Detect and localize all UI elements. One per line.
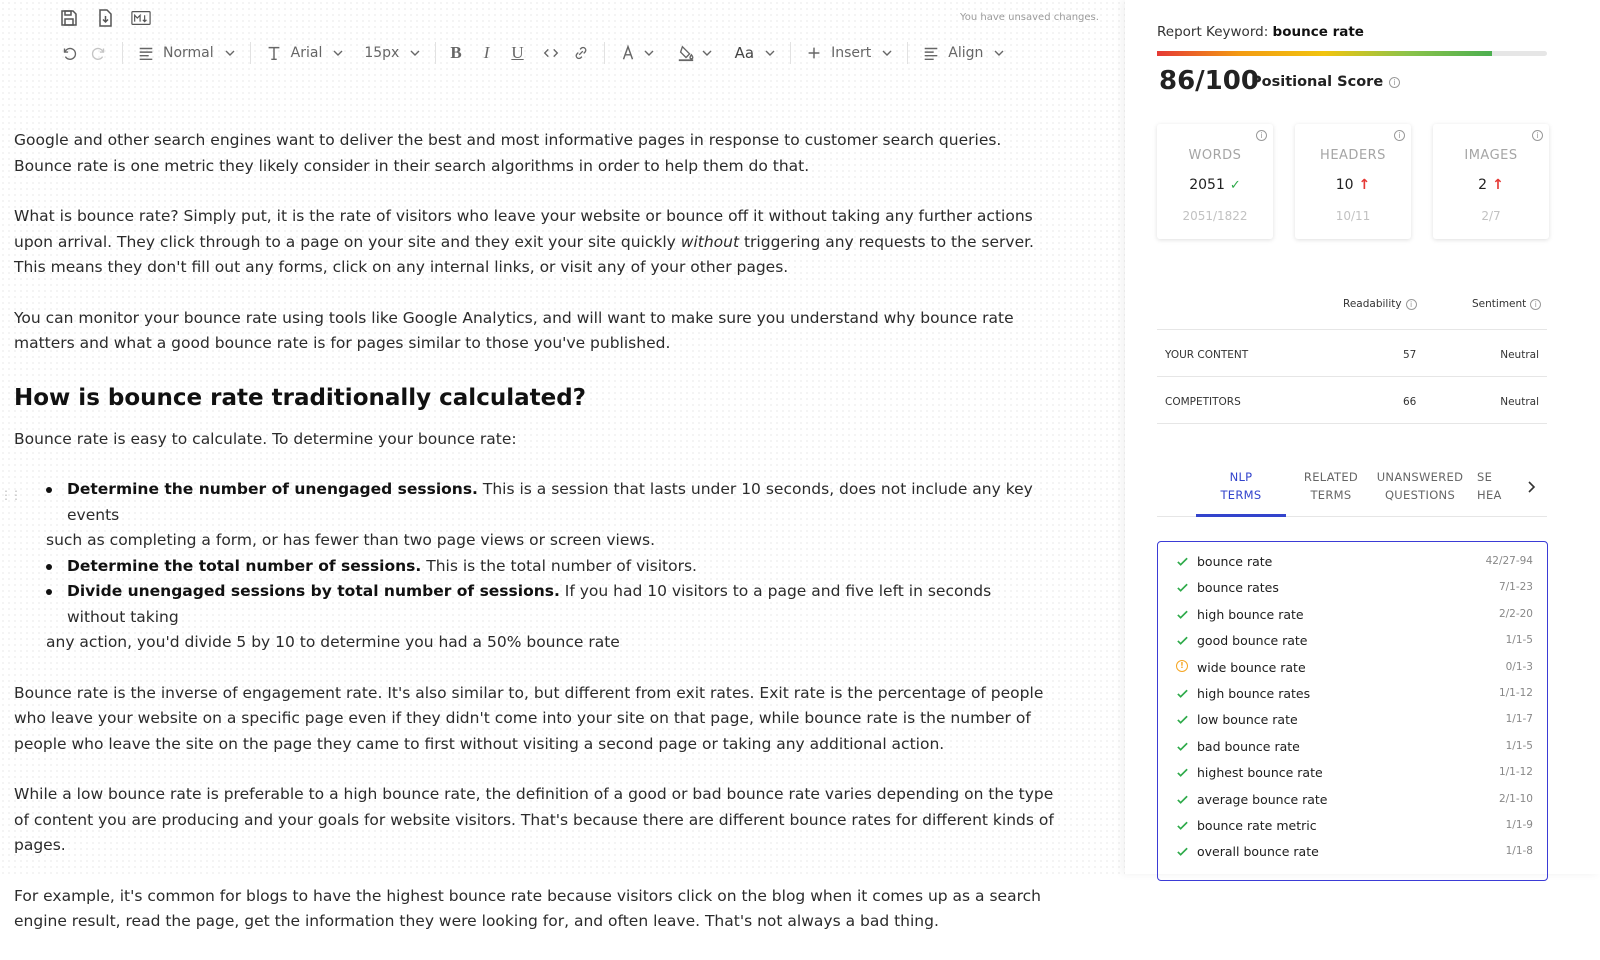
underline-button[interactable] bbox=[505, 40, 529, 66]
bullet-list bbox=[46, 477, 1054, 656]
active-tab-indicator bbox=[1196, 514, 1286, 517]
card-title: WORDS bbox=[1188, 148, 1242, 163]
redo-button[interactable] bbox=[84, 40, 114, 66]
term-name: good bounce rate bbox=[1197, 633, 1308, 649]
positional-score-text: Positional Score bbox=[1251, 74, 1384, 90]
check-icon bbox=[1176, 608, 1189, 621]
card-target: 2051/1822 bbox=[1182, 209, 1248, 223]
list-item-text: If you had 10 visitors to a page and five left in seconds without taking bbox=[67, 582, 992, 626]
italic-icon: I bbox=[483, 43, 490, 62]
chevron-down-icon bbox=[409, 47, 421, 59]
font-icon bbox=[265, 44, 283, 62]
chevron-down-icon bbox=[643, 47, 655, 59]
unsaved-changes-notice: You have unsaved changes. bbox=[960, 12, 1099, 23]
sentiment-value: Neutral bbox=[1500, 396, 1539, 408]
paragraph-text: What is bounce rate? Simply put, it is the rate of visitors who leave your website or bounce off it without taking any further actions upon arrival. They click through to a page on your site and they exit your site quickly bbox=[14, 207, 1033, 251]
report-keyword bbox=[1157, 24, 1364, 40]
check-icon bbox=[1176, 713, 1189, 726]
paragraph: While a low bounce rate is preferable to a high bounce rate, the definition of a good or bad bounce rate varies depending on the type of content you are producing and your goals for website visitors. That's because there are different bounce rates for different kinds of pages. bbox=[14, 785, 1054, 854]
tab-label-line: HEA bbox=[1477, 488, 1502, 502]
toolbar-divider bbox=[790, 42, 791, 64]
toolbar-divider bbox=[604, 42, 605, 64]
term-name: overall bounce rate bbox=[1197, 844, 1319, 860]
code-button[interactable] bbox=[536, 40, 566, 66]
seo-report-sidebar bbox=[1125, 0, 1600, 874]
font-family-label: Arial bbox=[290, 45, 323, 61]
undo-icon bbox=[60, 44, 78, 62]
save-icon[interactable] bbox=[58, 8, 80, 28]
list-item-continuation: any action, you'd divide 5 by 10 to determine you had a 50% bounce rate bbox=[46, 633, 620, 651]
paragraph bbox=[14, 204, 1054, 281]
bold-icon: B bbox=[450, 43, 462, 62]
term-count: 2/2-20 bbox=[1498, 607, 1533, 620]
drag-handle-icon[interactable]: ⋮⋮ bbox=[0, 488, 20, 502]
tab-related-terms[interactable] bbox=[1291, 468, 1371, 504]
readability-value: 57 bbox=[1403, 349, 1417, 361]
arrow-up-icon: ↑ bbox=[1492, 177, 1504, 193]
download-icon[interactable] bbox=[94, 8, 116, 28]
chevron-down-icon bbox=[224, 47, 236, 59]
info-icon[interactable]: i bbox=[1389, 77, 1400, 88]
words-card bbox=[1157, 124, 1273, 239]
term-count: 1/1-12 bbox=[1498, 766, 1533, 779]
term-name: bounce rate bbox=[1197, 554, 1273, 569]
tab-label-line: TERMS bbox=[1310, 488, 1352, 502]
section-heading: How is bounce rate traditionally calculated? bbox=[14, 384, 587, 411]
term-row[interactable] bbox=[1158, 839, 1547, 865]
card-value-number: 10 bbox=[1335, 177, 1354, 193]
tab-label-line: TERMS bbox=[1220, 488, 1262, 502]
link-icon bbox=[572, 44, 590, 62]
code-icon bbox=[542, 44, 560, 62]
toolbar-divider bbox=[122, 42, 123, 64]
term-tabs bbox=[1157, 468, 1547, 517]
chevron-down-icon bbox=[701, 47, 713, 59]
info-icon[interactable]: i bbox=[1394, 130, 1405, 141]
term-row[interactable] bbox=[1158, 549, 1547, 575]
check-icon bbox=[1176, 555, 1189, 568]
list-item-bold: Determine the number of unengaged sessions. bbox=[67, 480, 478, 498]
info-icon[interactable]: i bbox=[1256, 130, 1267, 141]
check-icon bbox=[1176, 819, 1189, 832]
paragraph: For example, it's common for blogs to have the highest bounce rate because visitors click on the blog when it comes up as a search engine result, read the page, get the information they were looking for, and often leave. That's not always a bad thing. bbox=[14, 886, 1041, 930]
term-row[interactable] bbox=[1158, 655, 1547, 681]
fill-color-dropdown[interactable] bbox=[671, 40, 719, 66]
card-value-number: 2051 bbox=[1189, 177, 1225, 193]
readability-value: 66 bbox=[1403, 396, 1417, 408]
chevron-down-icon bbox=[993, 47, 1005, 59]
insert-label: Insert bbox=[831, 45, 872, 61]
check-icon bbox=[1176, 766, 1189, 779]
card-target: 2/7 bbox=[1481, 209, 1501, 223]
insert-dropdown[interactable] bbox=[799, 40, 899, 66]
tab-label-line: QUESTIONS bbox=[1384, 488, 1456, 502]
term-name: bounce rate metric bbox=[1197, 817, 1317, 833]
sentiment-header bbox=[1472, 298, 1541, 310]
info-icon[interactable]: i bbox=[1406, 299, 1417, 310]
card-value-number: 2 bbox=[1478, 177, 1488, 193]
term-row[interactable] bbox=[1158, 707, 1547, 733]
plus-icon bbox=[805, 44, 823, 62]
list-item bbox=[46, 579, 1054, 656]
term-count: 1/1-8 bbox=[1505, 845, 1533, 858]
info-icon[interactable]: i bbox=[1532, 130, 1543, 141]
markdown-icon[interactable] bbox=[130, 8, 152, 28]
term-name: bad bounce rate bbox=[1197, 738, 1300, 754]
term-row[interactable] bbox=[1158, 575, 1547, 601]
chevron-down-icon bbox=[764, 47, 776, 59]
toolbar-divider bbox=[435, 42, 436, 64]
editor-toolbar bbox=[54, 40, 1011, 66]
check-icon bbox=[1176, 581, 1189, 594]
term-row[interactable] bbox=[1158, 760, 1547, 786]
term-count: 1/1-5 bbox=[1505, 739, 1533, 752]
tab-serp-headers[interactable] bbox=[1477, 468, 1517, 504]
block-style-dropdown[interactable] bbox=[131, 40, 242, 66]
tab-unanswered-questions[interactable] bbox=[1375, 468, 1465, 504]
term-count: 1/1-5 bbox=[1505, 634, 1533, 647]
card-title: IMAGES bbox=[1464, 148, 1518, 163]
card-title: HEADERS bbox=[1320, 148, 1386, 163]
redo-icon bbox=[90, 44, 108, 62]
readability-sentiment-table bbox=[1157, 292, 1547, 424]
list-item-continuation: such as completing a form, or has fewer than two page views or screen views. bbox=[46, 531, 656, 549]
fill-color-icon bbox=[677, 44, 695, 62]
term-count: 2/1-10 bbox=[1498, 792, 1533, 805]
metrics-row-label: COMPETITORS bbox=[1165, 396, 1241, 408]
paragraph: You can monitor your bounce rate using tools like Google Analytics, and will want to make sure you understand why bounce rate matters and what a good bounce rate is for pages similar to those you've published. bbox=[14, 308, 1014, 352]
paragraph: Bounce rate is the inverse of engagement rate. It's also similar to, but different from exit rates. Exit rate is the percentage of people who leave your website on a specific page even if they didn't come into your site on that page, while bounce rate is the number of people who leave the site on the page they came to first without visiting a second page or taking any additional action. bbox=[14, 683, 1044, 753]
font-size-dropdown[interactable] bbox=[350, 40, 427, 66]
term-name: wide bounce rate bbox=[1197, 659, 1306, 675]
link-button[interactable] bbox=[566, 40, 596, 66]
headers-card bbox=[1295, 124, 1411, 239]
align-icon bbox=[922, 44, 940, 62]
term-count: 7/1-23 bbox=[1498, 581, 1533, 594]
term-row[interactable] bbox=[1158, 734, 1547, 760]
toolbar-divider bbox=[907, 42, 908, 64]
paragraph: Bounce rate is easy to calculate. To determine your bounce rate: bbox=[14, 429, 517, 448]
text-color-dropdown[interactable] bbox=[613, 40, 661, 66]
term-row[interactable] bbox=[1158, 813, 1547, 839]
readability-header-label: Readability bbox=[1343, 298, 1402, 310]
term-count: 1/1-12 bbox=[1498, 686, 1533, 699]
paragraph: Google and other search engines want to deliver the best and most informative pages in response to customer search queries. Bounce rate is one metric they likely consider in their search algorithms in order to help them do that. bbox=[14, 131, 1002, 175]
chevron-down-icon bbox=[332, 47, 344, 59]
term-count: 1/1-9 bbox=[1505, 818, 1533, 831]
align-dropdown[interactable] bbox=[916, 40, 1011, 66]
check-icon bbox=[1176, 740, 1189, 753]
report-keyword-label: Report Keyword: bbox=[1157, 24, 1269, 40]
term-name: high bounce rate bbox=[1197, 606, 1304, 622]
document-body[interactable] bbox=[14, 128, 1054, 960]
term-count: 0/1-3 bbox=[1505, 660, 1533, 673]
positional-score-value: 86/100 bbox=[1159, 66, 1259, 96]
tab-nlp-terms[interactable] bbox=[1196, 468, 1286, 504]
list-item-bold: Divide unengaged sessions by total number of sessions. bbox=[67, 582, 560, 600]
bold-button[interactable] bbox=[444, 40, 467, 66]
arrow-up-icon: ↑ bbox=[1358, 177, 1371, 193]
check-icon bbox=[1176, 845, 1189, 858]
text-case-label: Aa bbox=[734, 44, 755, 62]
term-count: 42/27-94 bbox=[1485, 555, 1533, 567]
tab-label-line: UNANSWERED bbox=[1376, 470, 1464, 484]
warning-icon: ! bbox=[1176, 660, 1188, 672]
tab-label-line: RELATED bbox=[1303, 470, 1359, 484]
chevron-down-icon bbox=[881, 47, 893, 59]
term-name: high bounce rates bbox=[1197, 685, 1311, 701]
stat-cards bbox=[1157, 124, 1549, 239]
list-item bbox=[46, 554, 1054, 580]
list-item-bold: Determine the total number of sessions. bbox=[67, 556, 422, 575]
info-icon[interactable]: i bbox=[1530, 299, 1541, 310]
text-color-icon bbox=[619, 44, 637, 62]
report-keyword-value: bounce rate bbox=[1272, 24, 1364, 40]
text-case-dropdown[interactable] bbox=[729, 40, 782, 66]
list-item-text: This is the total number of visitors. bbox=[421, 556, 697, 575]
font-family-dropdown[interactable] bbox=[259, 40, 351, 66]
positional-score-label bbox=[1251, 74, 1400, 90]
check-icon bbox=[1176, 634, 1189, 647]
tab-label-line: SE bbox=[1477, 470, 1493, 484]
sentiment-header-label: Sentiment bbox=[1472, 298, 1527, 310]
metrics-row-label: YOUR CONTENT bbox=[1165, 349, 1249, 361]
card-target: 10/11 bbox=[1335, 209, 1371, 223]
readability-header bbox=[1343, 298, 1417, 310]
card-value bbox=[1433, 177, 1549, 193]
images-card bbox=[1433, 124, 1549, 239]
term-name: average bounce rate bbox=[1197, 791, 1328, 807]
term-count: 1/1-7 bbox=[1505, 713, 1533, 726]
font-size-label: 15px bbox=[364, 45, 400, 61]
nlp-terms-list bbox=[1157, 541, 1548, 881]
emphasis-text: without bbox=[680, 232, 740, 251]
list-item-text: This is a session that lasts under 10 seconds, does not include any key events bbox=[67, 480, 1033, 524]
score-progress-bar bbox=[1157, 51, 1547, 56]
sentiment-value: Neutral bbox=[1500, 349, 1539, 361]
term-name: bounce rates bbox=[1197, 580, 1279, 596]
metrics-row-competitors bbox=[1157, 377, 1547, 424]
toolbar-divider bbox=[250, 42, 251, 64]
check-icon bbox=[1176, 687, 1189, 700]
term-row[interactable] bbox=[1158, 628, 1547, 654]
block-style-label: Normal bbox=[163, 45, 214, 61]
score-progress-fill bbox=[1157, 51, 1492, 56]
chevron-right-icon[interactable] bbox=[1523, 479, 1539, 495]
check-icon bbox=[1176, 793, 1189, 806]
tab-label-line: NLP bbox=[1229, 470, 1253, 484]
term-row[interactable] bbox=[1158, 787, 1547, 813]
undo-button[interactable] bbox=[54, 40, 84, 66]
term-name: low bounce rate bbox=[1197, 712, 1298, 728]
italic-button[interactable] bbox=[478, 40, 496, 66]
align-label: Align bbox=[948, 45, 984, 61]
term-name: highest bounce rate bbox=[1197, 765, 1323, 781]
paragraph-icon bbox=[137, 44, 155, 62]
card-value bbox=[1295, 177, 1411, 193]
metrics-row-your-content bbox=[1157, 330, 1547, 377]
metrics-header bbox=[1157, 292, 1547, 330]
check-icon: ✓ bbox=[1229, 177, 1241, 193]
card-value bbox=[1157, 177, 1273, 193]
list-item bbox=[46, 477, 1054, 554]
term-row[interactable] bbox=[1158, 681, 1547, 707]
paragraph-text: triggering any requests to the server. This means they don't fill out any forms, click on any internal links, or visit any of your other pages. bbox=[14, 232, 1034, 276]
term-row[interactable] bbox=[1158, 602, 1547, 628]
file-actions bbox=[58, 8, 152, 28]
underline-icon: U bbox=[511, 43, 524, 62]
